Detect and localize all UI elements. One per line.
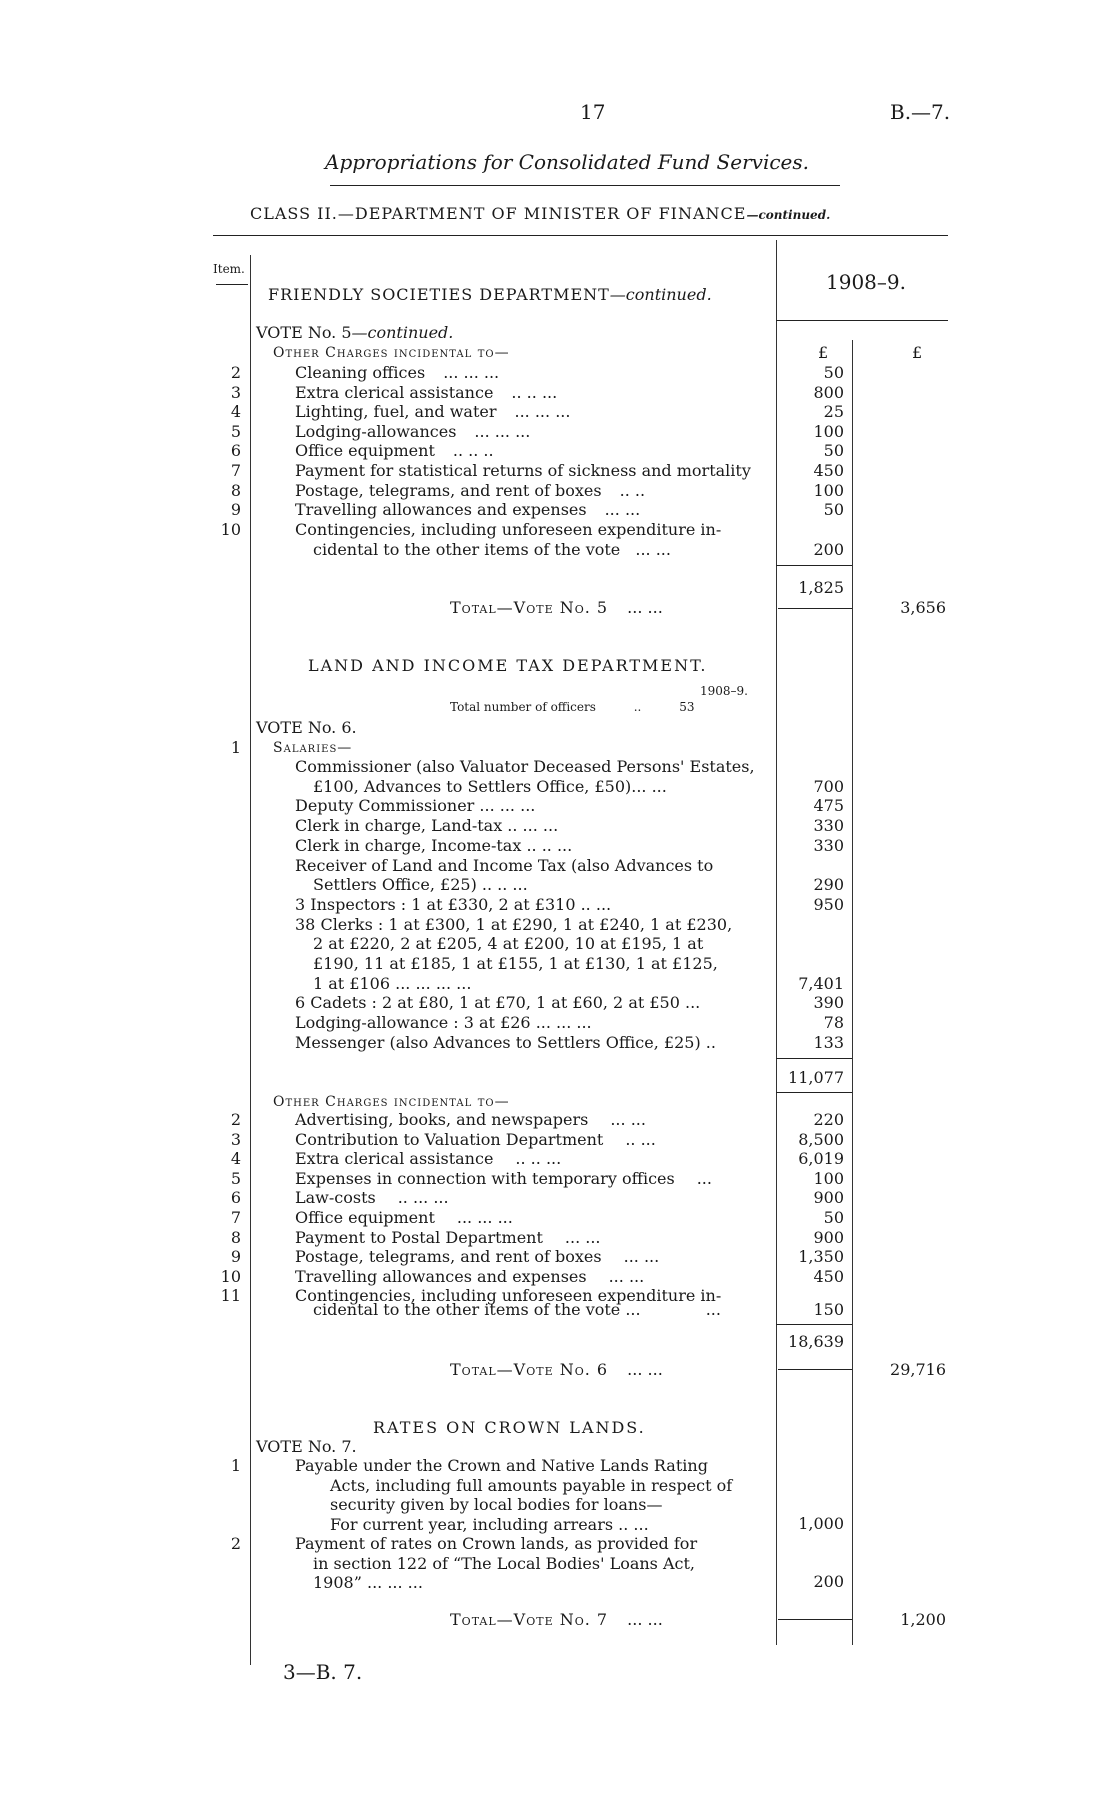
vote-5-continued: —continued.: [351, 323, 454, 342]
officers-dots: ..: [633, 700, 642, 714]
vote-5-row-amount: 50: [823, 363, 844, 382]
officers-label: Total number of officers: [450, 700, 596, 714]
vote-5-row-amount: 100: [813, 480, 844, 500]
vote-6-row-item-number: 2: [230, 1110, 241, 1129]
vote-7-item-1-line: Payable under the Crown and Native Lands Rating: [295, 1456, 708, 1475]
officers-year: 1908–9.: [700, 684, 748, 698]
page-title: Appropriations for Consolidated Fund Services.: [325, 150, 810, 174]
vote-6-row-dots: ...: [696, 1168, 712, 1188]
vote-6-row-label: [295, 1267, 644, 1287]
friendly-heading-continued: —continued.: [609, 285, 712, 304]
vote-6-total: 29,716: [890, 1360, 946, 1379]
vote-5-row-item-number: 3: [230, 382, 241, 402]
salary-line-text: Commissioner (also Valuator Deceased Persons' Estates,: [295, 757, 755, 776]
vote-6-row-text: Payment to Postal Department: [295, 1227, 543, 1247]
vote-6-row-label: [295, 1169, 712, 1189]
vote-6-row-label: [295, 1208, 513, 1228]
year-header-rule: [776, 320, 948, 321]
vote-5-total-label: Total—Vote No. 5: [450, 598, 609, 617]
vote-5-row-item-number: 2: [230, 363, 241, 382]
vote-6-row-item-number: 3: [230, 1129, 241, 1149]
amount-column-rule-left: [776, 240, 777, 1645]
vote-5-row-amount: 50: [823, 500, 844, 520]
salary-line-amount: 700: [813, 776, 844, 796]
vote-6-row-11-text: cidental to the other items of the vote ...: [313, 1300, 641, 1319]
footer-signature: 3—B. 7.: [283, 1660, 363, 1684]
vote-5-row-text: Extra clerical assistance: [295, 382, 494, 402]
vote-5-row-item-number: 10: [220, 519, 241, 539]
item-header-rule: [216, 284, 248, 285]
vote-7-item-1-amount: 1,000: [798, 1514, 844, 1533]
vote-7-total: 1,200: [900, 1610, 946, 1629]
vote-5-row-label: [295, 422, 530, 442]
vote-7-total-label: Total—Vote No. 7: [450, 1610, 609, 1629]
document-reference: B.—7.: [890, 100, 951, 124]
vote-6-row-amount: 50: [823, 1208, 844, 1227]
vote-6-row-11-dots: ...: [705, 1300, 721, 1319]
vote-6-row-dots: .. ...: [625, 1129, 656, 1149]
vote-6-other-charges: Other Charges incidental to—: [273, 1094, 510, 1110]
item-column-rule: [250, 255, 251, 1665]
vote-6-row-item-number: 9: [230, 1247, 241, 1267]
salaries-heading: Salaries—: [273, 740, 353, 756]
officers-row: [450, 700, 694, 714]
vote-5-row-10-continued: [313, 540, 671, 560]
class-heading: [250, 204, 830, 223]
vote-6-row-item-number: 7: [230, 1208, 241, 1227]
vote-5-row-text: Lodging-allowances: [295, 421, 457, 441]
vote-6-row-amount: 1,350: [798, 1247, 844, 1267]
salaries-subtotal-rule-bottom: [776, 1092, 852, 1093]
vote-6-row-item-number: 4: [230, 1149, 241, 1169]
vote-5-total: 3,656: [900, 598, 946, 617]
vote-5-row-text: Cleaning offices: [295, 363, 426, 382]
vote-6-row-item-number: 8: [230, 1227, 241, 1247]
vote-5-row-item-number: 8: [230, 480, 241, 500]
vote-5-row-label: [295, 500, 640, 520]
salary-line-amount: 133: [813, 1032, 844, 1052]
vote-5-row-label: [295, 461, 769, 481]
vote-5-row-text: Contingencies, including unforeseen expenditure in-: [295, 519, 722, 539]
vote-6-row-amount: 900: [813, 1227, 844, 1247]
vote-5-row-dots: ... ...: [604, 500, 641, 520]
vote-5-row-amount: 50: [823, 441, 844, 461]
vote-5-row-text: Lighting, fuel, and water: [295, 402, 497, 422]
vote-6-row-amount: 900: [813, 1188, 844, 1208]
vote-5-label: VOTE No. 5: [256, 323, 352, 342]
vote-6-row-11-amount: 150: [813, 1300, 844, 1319]
vote-6-total-row: [450, 1360, 663, 1380]
vote-5-row-dots: .. ..: [619, 480, 646, 500]
salary-line-amount: 950: [813, 894, 844, 914]
vote-5-row-text: Postage, telegrams, and rent of boxes: [295, 480, 602, 500]
vote-5-row-dots: ... ... ...: [443, 363, 500, 382]
page-number: 17: [580, 100, 606, 124]
vote-5-row-label: [295, 363, 499, 383]
vote-6-row-text: Law-costs: [295, 1188, 376, 1208]
vote-5-row-item-number: 6: [230, 441, 241, 461]
vote-5-row-item-number: 7: [230, 461, 241, 480]
vote-5-row-amount: 800: [813, 382, 844, 402]
vote-7-item-1-line: For current year, including arrears .. ...: [330, 1514, 649, 1534]
salary-line-text: Receiver of Land and Income Tax (also Advances to: [295, 855, 714, 875]
salary-line-text: 1 at £106 ... ... ... ...: [313, 973, 472, 993]
vote-6-row-label: [295, 1228, 601, 1248]
vote-5-row-amount: 450: [813, 461, 844, 480]
vote-6-row-dots: ... ... ...: [456, 1208, 513, 1227]
vote-5-row-text: Travelling allowances and expenses: [295, 500, 587, 520]
currency-column-2: £: [912, 343, 923, 362]
salaries-subtotal-rule: [776, 1058, 852, 1059]
title-rule: [330, 185, 840, 186]
salary-line-text: Clerk in charge, Land-tax .. ... ...: [295, 816, 559, 836]
vote-7-item-2-line: Payment of rates on Crown lands, as provided for: [295, 1534, 698, 1553]
vote-5-row-amount: 100: [813, 421, 844, 441]
vote-5-row-item-number: 4: [230, 402, 241, 422]
vote-5-subtotal-rule: [776, 565, 852, 566]
vote-5-row-text: Office equipment: [295, 441, 435, 461]
vote-7-total-dots: ... ...: [627, 1610, 663, 1629]
salary-line-amount: 390: [813, 993, 844, 1013]
vote-5-other-charges: Other Charges incidental to—: [273, 345, 510, 361]
vote-6-row-amount: 100: [813, 1168, 844, 1188]
salaries-item-number: 1: [230, 738, 241, 757]
vote-6-row-text: Extra clerical assistance: [295, 1149, 494, 1169]
item-column-header: Item.: [213, 262, 245, 276]
salary-line-amount: 290: [813, 875, 844, 895]
vote-5-row-amount: 25: [823, 402, 844, 422]
class-heading-continued: —continued.: [746, 208, 831, 222]
vote-6-subtotal: 18,639: [788, 1332, 844, 1351]
vote-6-subtotal-rule: [776, 1324, 852, 1325]
vote-6-row-label: [295, 1110, 646, 1130]
vote-5-row-dots: ... ... ...: [514, 402, 571, 422]
salary-line-text: Lodging-allowance : 3 at £26 ... ... ...: [295, 1013, 592, 1033]
vote-6-row-11-continued: [313, 1300, 721, 1320]
vote-6-row-text: Advertising, books, and newspapers: [295, 1110, 589, 1129]
friendly-heading-text: FRIENDLY SOCIETIES DEPARTMENT: [268, 285, 610, 304]
vote-6-total-rule: [778, 1369, 852, 1370]
vote-6-row-text: Office equipment: [295, 1208, 435, 1227]
vote-7-item-1-number: 1: [230, 1456, 241, 1475]
vote-7-item-2-number: 2: [230, 1534, 241, 1553]
vote-6-row-item-number: 11: [220, 1286, 241, 1306]
vote-5-row-10-dots: ... ...: [635, 540, 671, 559]
vote-6-row-text: Travelling allowances and expenses: [295, 1266, 587, 1286]
vote-6-row-text: Expenses in connection with temporary offices: [295, 1168, 675, 1188]
vote-5-row-label: [295, 520, 739, 540]
vote-5-row-label: [295, 383, 557, 403]
vote-6-row-amount: 450: [813, 1266, 844, 1286]
vote-6-row-text: Contribution to Valuation Department: [295, 1129, 604, 1149]
vote-5-total-dots: ... ...: [627, 598, 663, 617]
class-heading-text: CLASS II.—DEPARTMENT OF MINISTER OF FINANCE: [250, 204, 747, 223]
vote-6-row-text: Postage, telegrams, and rent of boxes: [295, 1247, 602, 1267]
salaries-subtotal: 11,077: [788, 1068, 844, 1087]
vote-7-item-1-line: Acts, including full amounts payable in respect of: [330, 1475, 733, 1495]
vote-6-row-dots: .. .. ...: [515, 1149, 562, 1169]
vote-6-row-amount: 8,500: [798, 1129, 844, 1149]
vote-6-row-dots: ... ...: [608, 1266, 645, 1286]
land-heading: LAND AND INCOME TAX DEPARTMENT.: [308, 656, 708, 675]
vote-5-row-10-amount: 200: [813, 540, 844, 559]
salary-line-amount: 78: [823, 1013, 844, 1033]
salary-line-amount: 475: [813, 796, 844, 816]
vote-5-row-10-text: cidental to the other items of the vote: [313, 540, 621, 559]
vote-5-row-label: [295, 481, 645, 501]
salary-line-text: Deputy Commissioner ... ... ...: [295, 796, 536, 816]
rates-heading: RATES ON CROWN LANDS.: [373, 1418, 646, 1437]
salary-line-text: 38 Clerks : 1 at £300, 1 at £290, 1 at £240, 1 at £230,: [295, 914, 733, 934]
vote-6-row-label: [295, 1149, 561, 1169]
vote-6-row-item-number: 5: [230, 1168, 241, 1188]
vote-7-total-rule: [778, 1619, 852, 1620]
salary-line-text: £190, 11 at £185, 1 at £155, 1 at £130, 1 at £125,: [313, 954, 718, 973]
vote-7-item-2-line: 1908” ... ... ...: [313, 1573, 423, 1592]
vote-6-row-dots: .. ... ...: [397, 1188, 449, 1208]
friendly-heading: [268, 285, 712, 304]
amount-column-rule-right: [852, 340, 853, 1645]
vote-6-row-amount: 6,019: [798, 1149, 844, 1169]
salary-line-amount: 330: [813, 835, 844, 855]
salary-line-amount: 7,401: [798, 973, 844, 993]
vote-5-heading: [256, 323, 453, 343]
officers-count: 53: [679, 700, 695, 714]
vote-5-row-label: [295, 402, 570, 422]
vote-6-row-label: [295, 1130, 656, 1150]
vote-6-total-dots: ... ...: [627, 1360, 663, 1379]
vote-7-item-2-amount: 200: [813, 1572, 844, 1591]
vote-5-row-dots: .. .. ..: [452, 441, 494, 461]
year-column-header: 1908–9.: [826, 270, 906, 294]
vote-6-row-text: Contingencies, including unforeseen expenditure in-: [295, 1286, 722, 1306]
vote-6-row-label: [295, 1188, 449, 1208]
vote-7-total-row: [450, 1610, 663, 1630]
vote-7-item-2-line: in section 122 of “The Local Bodies' Loans Act,: [313, 1553, 695, 1573]
vote-5-row-dots: ... ... ...: [474, 421, 531, 441]
vote-5-subtotal: 1,825: [798, 578, 844, 597]
salary-line-amount: 330: [813, 816, 844, 836]
table-top-rule: [213, 235, 948, 236]
vote-6-label: VOTE No. 6.: [256, 718, 357, 737]
vote-7-label: VOTE No. 7.: [256, 1437, 357, 1456]
vote-6-row-label: [295, 1247, 659, 1267]
vote-5-row-item-number: 9: [230, 500, 241, 520]
vote-6-total-label: Total—Vote No. 6: [450, 1360, 609, 1379]
vote-5-row-item-number: 5: [230, 421, 241, 441]
vote-5-total-rule: [778, 608, 852, 609]
vote-6-row-item-number: 6: [230, 1188, 241, 1208]
salary-line-text: Settlers Office, £25) .. .. ...: [313, 875, 528, 895]
salary-line-text: 2 at £220, 2 at £205, 4 at £200, 10 at £195, 1 at: [313, 934, 704, 954]
vote-6-row-dots: ... ...: [623, 1247, 660, 1267]
salary-line-text: Clerk in charge, Income-tax .. .. ...: [295, 835, 573, 855]
vote-5-total-row: [450, 598, 663, 618]
vote-6-row-item-number: 10: [220, 1266, 241, 1286]
salary-line-text: £100, Advances to Settlers Office, £50)... ...: [313, 776, 667, 796]
vote-7-item-1-line: security given by local bodies for loans—: [330, 1495, 663, 1514]
vote-6-row-amount: 220: [813, 1110, 844, 1129]
vote-6-row-dots: ... ...: [564, 1227, 601, 1247]
vote-6-row-dots: ... ...: [610, 1110, 646, 1129]
vote-5-row-label: [295, 441, 494, 461]
salary-line-text: Messenger (also Advances to Settlers Office, £25) ..: [295, 1032, 716, 1052]
salary-line-text: 6 Cadets : 2 at £80, 1 at £70, 1 at £60, 2 at £50 ...: [295, 993, 701, 1013]
vote-5-row-dots: .. .. ...: [511, 382, 558, 402]
salary-line-text: 3 Inspectors : 1 at £330, 2 at £310 .. ...: [295, 894, 612, 914]
currency-column-1: £: [818, 343, 829, 362]
vote-5-row-text: Payment for statistical returns of sickness and mortality: [295, 461, 751, 480]
